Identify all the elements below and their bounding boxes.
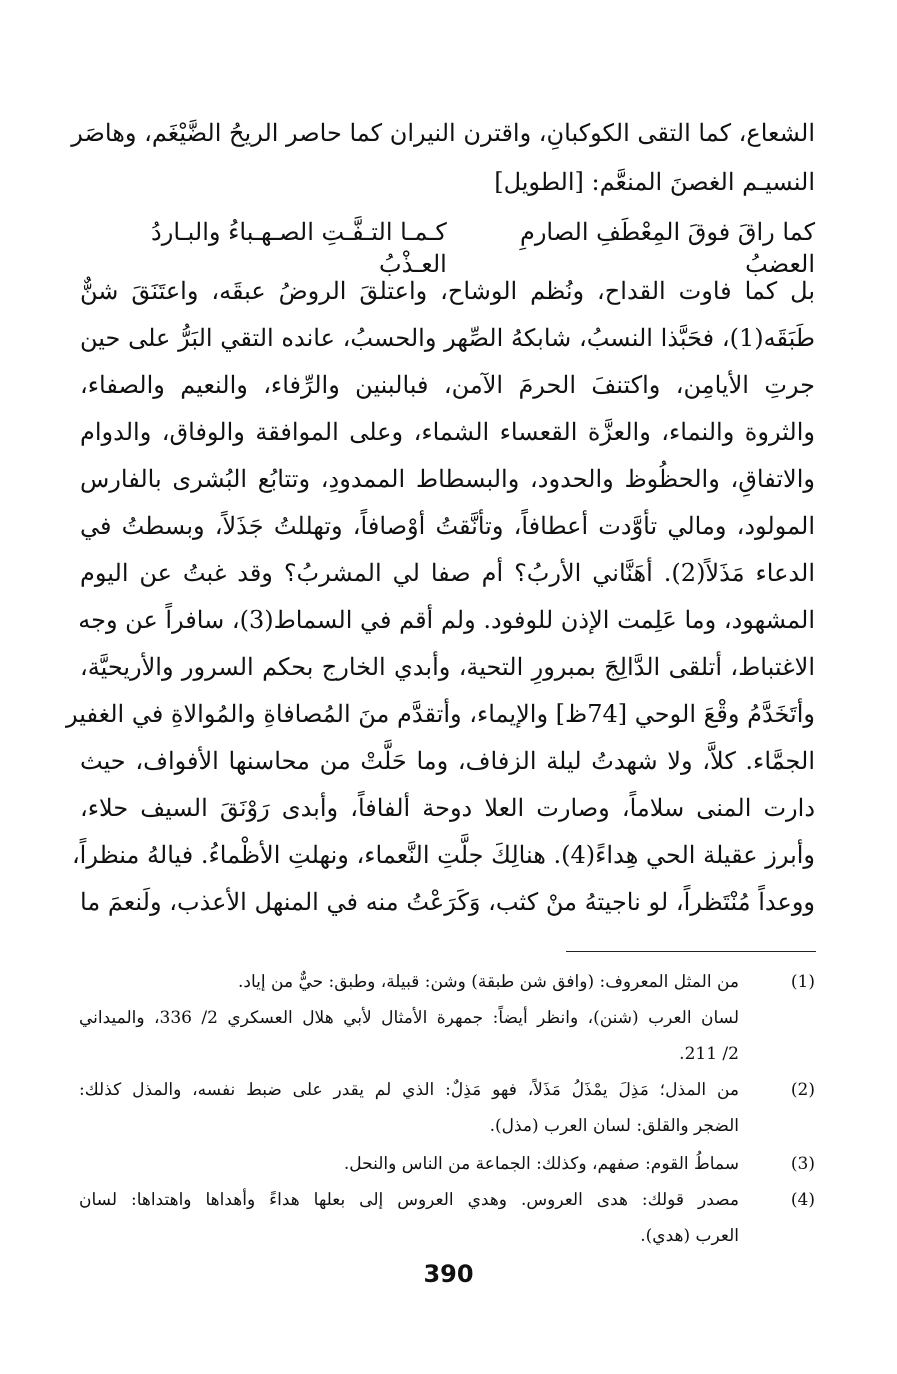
body-line: والثروة والنماء، والعزَّة القعساء الشماء، وعلى الموافقة والوفاق، والدوام [80, 418, 815, 446]
body-line: الجمَّاء. كلاَّ، ولا شهدتُ ليلة الزفاف، وما حَلَّتْ من محاسنها الأفواف، حيث [80, 747, 815, 775]
body-line: المشهود، وما عَلِمت الإذن للوفود. ولم أقم في السماط(3)، سافراً عن وجه [78, 606, 815, 634]
footnote-number: (2) [790, 1080, 815, 1100]
footnote-line: 2/ 211. [679, 1044, 739, 1064]
footnote-number: (3) [790, 1154, 815, 1174]
body-line: النسيـم الغصنَ المنعَّم: [الطويل] [494, 168, 815, 196]
verse [80, 216, 815, 280]
footnote-separator [566, 951, 816, 952]
footnote-number: (1) [790, 972, 815, 992]
footnote-line: سماطُ القوم: صفهم، وكذلك: الجماعة من الناس والنحل. [343, 1154, 739, 1174]
footnote-line: من المذل؛ مَذِلَ يمْذَلُ مَذَلاً، فهو مَذِلٌ: الذي لم يقدر على ضبط نفسه، والمذل كذلك: [79, 1080, 739, 1100]
footnote-line: مصدر قولك: هدى العروس. وهدي العروس إلى بعلها هداءً وأهداها واهتداها: لسان [79, 1190, 739, 1210]
body-line: دارت المنى سلاماً، وصارت العلا دوحة ألفافاً، وأبدى رَوْنَقَ السيف حلاء، [80, 794, 816, 822]
body-line: الاغتباط، أتلقى الدَّالِجَ بمبرورِ التحية، وأبدي الخارج بحكم السرور والأريحيَّة، [80, 653, 815, 681]
footnote-line: العرب (هدي). [640, 1226, 739, 1246]
verse-hemistich-first: كما راقَ فوقَ المِعْطَفِ الصارمِ العضبُ [519, 218, 815, 278]
body-line: المولود، ومالي تأوَّدت أعطافاً، وتأنَّقتُ أوْصافاً، وتهللتُ جَذَلاً، وبسطتُ في [80, 512, 815, 540]
body-line: جرتِ الأيامِن، واكتنفَ الحرمَ الآمن، فبالبنين والرِّفاء، والنعيم والصفاء، [80, 371, 815, 399]
body-line: بل كما فاوت القداح، ونُظم الوشاح، واعتلقَ الروضُ عبقَه، واعتَنَقَ شنٌّ [80, 277, 815, 305]
footnote-line: الضجر والقلق: لسان العرب (مذل). [489, 1116, 739, 1136]
body-line: وأبرز عقيلة الحي هِداءً(4). هنالِكَ جلَّتِ النَّعماء، ونهلتِ الأظْماءُ. فيالهُ منظراً، [71, 841, 815, 869]
body-line: طَبَقَه(1)، فحَبَّذا النسبُ، شابكهُ الصِّهر والحسبُ، عانده التقي البَرُّ على حين [80, 324, 815, 352]
footnote-line: لسان العرب (شنن)، وانظر أيضاً: جمهرة الأمثال لأبي هلال العسكري 2/ 336، والميداني [79, 1008, 740, 1028]
body-line: ووعداً مُنْتَظراً، لو ناجيتهُ منْ كثب، وَكَرَعْتُ منه في المنهل الأعذب، ولَنعمَ ما [80, 888, 815, 916]
body-line: الدعاء مَذَلاً(2). أهَنَّاني الأربُ؟ أم صفا لي المشربُ؟ وقد غبتُ عن اليوم [80, 559, 815, 587]
verse-hemistich-second: كـمـا التـفَّـتِ الصـهـباءُ والبـاردُ العـذْبُ [151, 218, 447, 278]
body-line: الشعاع، كما التقى الكوكبانِ، واقترن النيران كما حاصر الريحُ الضَّيْغَم، وهاصَر [71, 119, 815, 147]
body-line: والاتفاقِ، والحظُوظ والحدود، والبسطاط الممدودِ، وتتابُع البُشرى بالفارس [80, 465, 815, 493]
footnote-line: من المثل المعروف: (وافق شن طبقة) وشن: قبيلة، وطبق: حيٌّ من إياد. [237, 972, 739, 992]
page-number: 390 [423, 1260, 474, 1288]
body-line: وأتَخَدَّمُ وقْعَ الوحي [74ظ] والإيماء، وأتقدَّم منَ المُصافاةِ والمُوالاةِ في الغفير [66, 700, 815, 728]
footnote-number: (4) [790, 1190, 815, 1210]
